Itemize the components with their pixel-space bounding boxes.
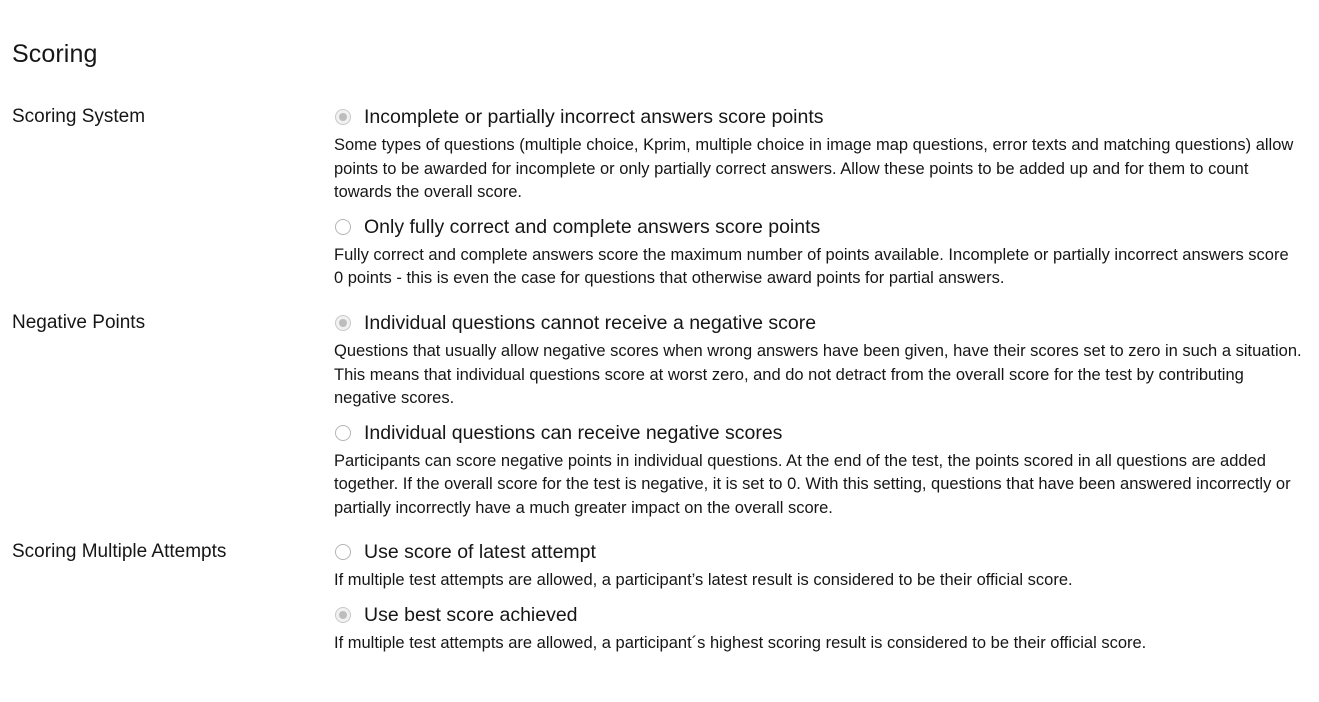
option-no-negative-score: [334, 311, 1302, 411]
multiple-attempts-options: [334, 540, 1302, 655]
option-partial-points: [334, 105, 1302, 205]
option-label[interactable]: Incomplete or partially incorrect answers score points: [364, 106, 824, 128]
option-full-points-only: [334, 215, 1302, 291]
option-description: Participants can score negative points in individual questions. At the end of the test, the points scored in all questions are added together. If the overall score for the test is negative, it is set to 0. With this setting, questions that have been answered incorrectly or partially incorrectly have a much greater impact on the overall score.: [334, 451, 1291, 517]
scoring-system-label: Scoring System: [12, 106, 146, 127]
option-description: Some types of questions (multiple choice, Kprim, multiple choice in image map questions, error texts and matching questions) allow points to be awarded for incomplete or only partially correct answers. Allow these points to be added up and for them to count towards the overall score.: [334, 136, 1294, 201]
radio-button[interactable]: [335, 219, 351, 235]
option-label[interactable]: Use score of latest attempt: [364, 541, 596, 563]
option-no-negative-score-radio-row[interactable]: [334, 311, 1302, 335]
option-label[interactable]: Individual questions cannot receive a negative score: [364, 312, 817, 334]
option-description: Fully correct and complete answers score the maximum number of points available. Incomplete or partially incorrect answers score 0 points - this is even the case for questions that otherwise award points for partial answers.: [334, 245, 1289, 287]
option-best-score: [334, 603, 1302, 656]
option-latest-attempt: [334, 540, 1302, 593]
radio-button[interactable]: [335, 544, 351, 560]
option-partial-points-radio-row[interactable]: [334, 105, 1302, 129]
option-full-points-only-radio-row[interactable]: [334, 215, 1302, 239]
radio-button-selected[interactable]: [335, 315, 351, 331]
option-allow-negative-score-radio-row[interactable]: [334, 421, 1302, 445]
option-label[interactable]: Use best score achieved: [364, 603, 578, 626]
option-allow-negative-score: [334, 421, 1302, 521]
option-best-score-radio-row[interactable]: [334, 603, 1302, 627]
radio-button[interactable]: [335, 425, 351, 441]
radio-button-selected[interactable]: [335, 607, 351, 623]
radio-button-selected[interactable]: [335, 109, 351, 125]
negative-points-options: [334, 311, 1302, 520]
section-title: Scoring: [12, 40, 98, 68]
option-description: Questions that usually allow negative scores when wrong answers have been given, have their scores set to zero in such a situation. This means that individual questions score at worst zero, and do not detract from the overall score for the test by contributing negative scores.: [334, 342, 1302, 407]
option-label[interactable]: Individual questions can receive negative scores: [364, 421, 783, 444]
scoring-system-options: [334, 105, 1302, 291]
option-description: If multiple test attempts are allowed, a participant’s latest result is considered to be their official score.: [334, 571, 1073, 589]
negative-points-label: Negative Points: [12, 312, 146, 333]
option-description: If multiple test attempts are allowed, a participant´s highest scoring result is considered to be their official score.: [334, 633, 1147, 652]
option-label[interactable]: Only fully correct and complete answers score points: [364, 215, 821, 238]
multiple-attempts-label: Scoring Multiple Attempts: [12, 541, 227, 562]
option-latest-attempt-radio-row[interactable]: [334, 540, 1302, 564]
